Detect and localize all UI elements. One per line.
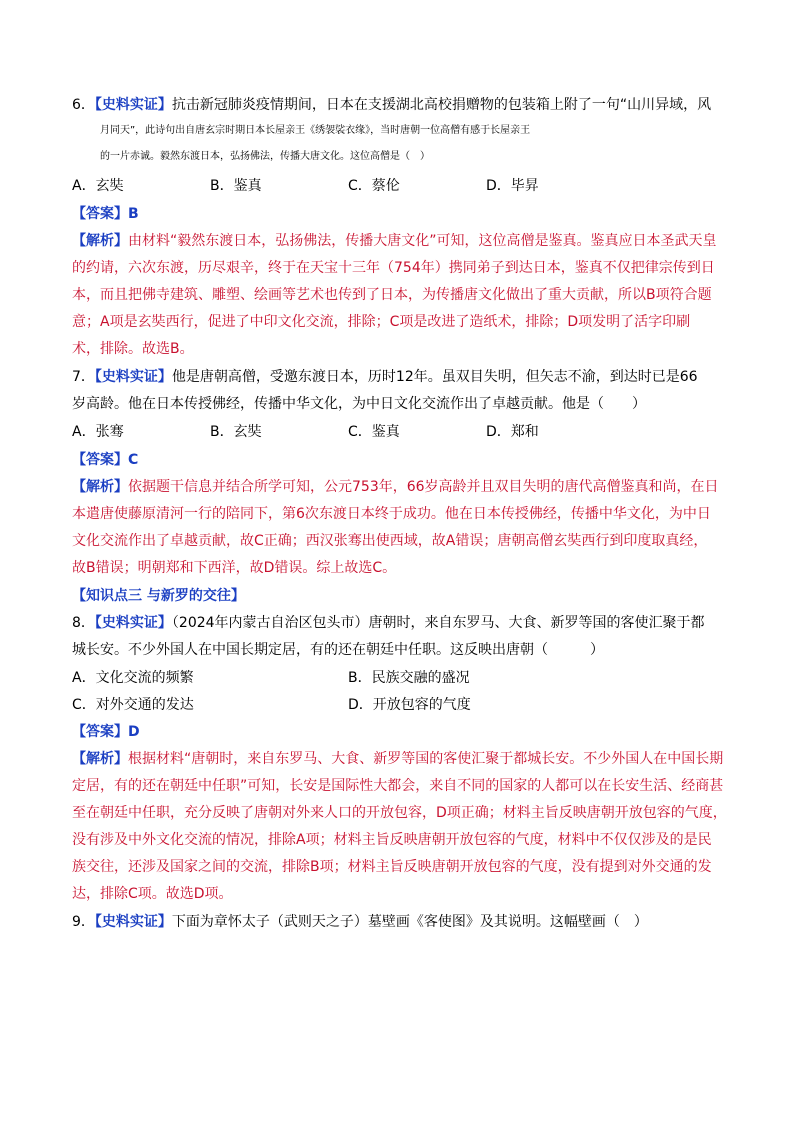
question-8-option-d: D．开放包容的气度 bbox=[348, 697, 471, 713]
question-6-analysis-line-1: 【解析】由材料“毅然东渡日本，弘扬佛法，传播大唐文化”可知，这位高僧是鉴真。鉴真应日本圣武天皇 bbox=[72, 233, 717, 249]
question-7-answer: 【答案】C bbox=[72, 452, 139, 468]
question-8-analysis-line-5: 族交往，还涉及国家之间的交流，排除B项；材料主旨反映唐朝开放包容的气度，没有提到对外交通的发 bbox=[72, 859, 712, 875]
question-8-analysis-line-4: 没有涉及中外文化交流的情况，排除A项；材料主旨反映唐朝开放包容的气度，材料中不仅仅涉及的是民 bbox=[72, 832, 712, 848]
question-6-option-c: C．蔡伦 bbox=[348, 178, 400, 194]
question-6-option-a: A．玄奘 bbox=[72, 178, 124, 194]
question-8-analysis-line-1: 【解析】根据材料“唐朝时，来自东罗马、大食、新罗等国的客使汇聚于都城长安。不少外国人在中国长期 bbox=[72, 751, 724, 767]
question-7-line-2: 岁高龄。他在日本传授佛经，传播中华文化，为中日文化交流作出了卓越贡献。他是（ ） bbox=[72, 396, 646, 412]
question-7-option-c: C．鉴真 bbox=[348, 424, 400, 440]
question-7-line-1: 7．【史料实证】他是唐朝高僧，受邀东渡日本，历时12年。虽双目失明，但矢志不渝，到达时已是66 bbox=[72, 369, 698, 385]
question-6-line-2: 月同天”，此诗句出自唐玄宗时期日本长屋亲王《绣袈裟衣缘》，当时唐朝一位高僧有感于长屋亲王 bbox=[100, 125, 531, 136]
question-6-analysis-line-3: 本，而且把佛寺建筑、雕塑、绘画等艺术也传到了日本，为传播唐文化做出了重大贡献，所以B项符合题 bbox=[72, 287, 712, 303]
question-8-analysis-line-3: 至在朝廷中任职，充分反映了唐朝对外来人口的开放包容，D项正确；材料主旨反映唐朝开放包容的气度， bbox=[72, 805, 727, 821]
question-6-line-1: 6．【史料实证】抗击新冠肺炎疫情期间，日本在支援湖北高校捐赠物的包装箱上附了一句“山川异域，风 bbox=[72, 97, 712, 113]
section-heading: 【知识点三 与新罗的交往】 bbox=[72, 588, 245, 604]
question-6-analysis-line-4: 意；A项是玄奘西行，促进了中印文化交流，排除；C项是改进了造纸术，排除；D项发明了活字印刷 bbox=[72, 314, 691, 330]
question-7-analysis-line-2: 本遣唐使藤原清河一行的陪同下，第6次东渡日本终于成功。他在日本传授佛经，传播中华文化，为中日 bbox=[72, 506, 711, 522]
question-6-line-3: 的一片赤诚。毅然东渡日本，弘扬佛法，传播大唐文化。这位高僧是（ ） bbox=[100, 151, 430, 162]
question-7-analysis-line-4: 故B错误；明朝郑和下西洋，故D错误。综上故选C。 bbox=[72, 560, 397, 576]
question-7-analysis-line-1: 【解析】依据题干信息并结合所学可知，公元753年，66岁高龄并且双目失明的唐代高僧鉴真和尚，在日 bbox=[72, 479, 719, 495]
question-6-analysis-line-5: 术，排除。故选B。 bbox=[72, 341, 194, 357]
question-7-analysis-line-3: 文化交流作出了卓越贡献，故C正确；西汉张骞出使西域，故A错误；唐朝高僧玄奘西行到印度取真经， bbox=[72, 533, 708, 549]
question-8-option-c: C．对外交通的发达 bbox=[72, 697, 194, 713]
question-7-option-a: A．张骞 bbox=[72, 424, 124, 440]
question-9-line-1: 9．【史料实证】下面为章怀太子（武则天之子）墓壁画《客使图》及其说明。这幅壁画（ ） bbox=[72, 914, 648, 930]
question-8-line-2: 城长安。不少外国人在中国长期定居，有的还在朝廷中任职。这反映出唐朝（ ） bbox=[72, 642, 604, 658]
question-8-answer: 【答案】D bbox=[72, 724, 140, 740]
question-6-answer: 【答案】B bbox=[72, 206, 139, 222]
question-6-option-d: D．毕昇 bbox=[486, 178, 539, 194]
question-8-option-a: A．文化交流的频繁 bbox=[72, 670, 194, 686]
question-8-analysis-line-6: 达，排除C项。故选D项。 bbox=[72, 886, 233, 902]
question-6-analysis-line-2: 的约请，六次东渡，历尽艰辛，终于在天宝十三年（754年）携同弟子到达日本，鉴真不仅把律宗传到日 bbox=[72, 260, 715, 276]
question-8-option-b: B．民族交融的盛况 bbox=[348, 670, 470, 686]
question-8-line-1: 8．【史料实证】（2024年内蒙古自治区包头市）唐朝时，来自东罗马、大食、新罗等国的客使汇聚于都 bbox=[72, 615, 705, 631]
question-6-option-b: B．鉴真 bbox=[210, 178, 262, 194]
question-8-analysis-line-2: 定居，有的还在朝廷中任职”可知，长安是国际性大都会，来自不同的国家的人都可以在长安生活、经商甚 bbox=[72, 778, 724, 794]
question-7-option-d: D．郑和 bbox=[486, 424, 539, 440]
question-7-option-b: B．玄奘 bbox=[210, 424, 262, 440]
